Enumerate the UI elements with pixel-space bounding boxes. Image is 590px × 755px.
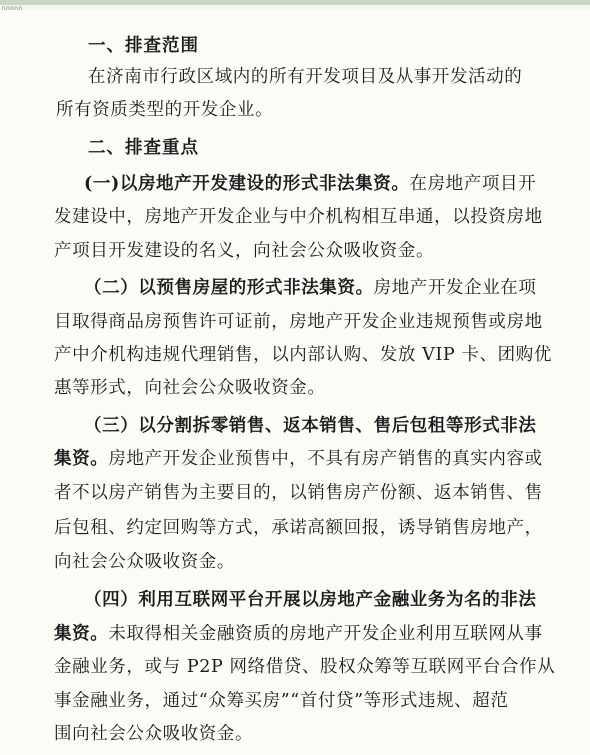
paragraph-line [54,447,543,471]
paragraph-text: 者不以房产销售为主要目的，以销售房产份额、返本销售、售 [54,483,543,503]
paragraph-line [88,65,522,89]
paragraph-line [54,343,552,367]
paragraph-text: 所有资质类型的开发企业。 [56,100,274,120]
section-heading: 二、排查重点 [88,138,199,158]
paragraph-line [54,481,543,505]
paragraph-line [84,588,537,612]
paragraph-text: 金融业务，或与 P2P 网络借贷、股权众筹等互联网平台合作从 [54,657,556,677]
paragraph-line [54,722,253,746]
paragraph-text: 向社会公众吸收资金。 [54,552,235,572]
paragraph-text: 房地产开发企业预售中，不具有房产销售的真实内容或 [108,449,543,469]
paragraph-text: 惠等形式，向社会公众吸收资金。 [54,378,326,398]
paragraph-bold-lead: 集资。 [54,624,109,644]
paragraph-text: 产项目开发建设的名义，向社会公众吸收资金。 [54,241,435,261]
paragraph-line [84,172,536,196]
paragraph-line [54,622,543,646]
paragraph-line [54,689,508,713]
paragraph-bold-lead: （三）以分割拆零销售、返本销售、售后包租等形式非法 [84,416,537,436]
paragraph-text: 在房地产项目开 [409,174,537,194]
paragraph-bold-lead: 集资。 [54,449,109,469]
paragraph-text: 事金融业务，通过“众筹买房”“首付贷”等形式违规、超范 [54,691,509,711]
paragraph-text: 产中介机构违规代理销售，以内部认购、发放 VIP 卡、团购优 [54,345,552,365]
paragraph-text: 发建设中，房地产开发企业与中介机构相互串通，以投资房地 [54,207,543,227]
paragraph-bold-lead: (一)以房地产开发建设的形式非法集资。 [84,174,410,194]
paragraph-text: 在济南市行政区域内的所有开发项目及从事开发活动的 [88,67,523,87]
paragraph-bold-lead: （二）以预售房屋的形式非法集资。 [84,278,374,298]
section-heading: 一、排查范围 [88,36,199,56]
paragraph-line [54,516,543,540]
paragraph-text: 目取得商品房预售许可证前，房地产开发企业违规预售或房地 [54,312,543,332]
paragraph-line [54,376,326,400]
paragraph-line [54,550,235,574]
paragraph-text: 后包租、约定回购等方式，承诺高额回报，诱导销售房地产， [54,518,543,538]
document-page [0,10,590,755]
paragraph-line [54,239,434,263]
paragraph-line [54,310,543,334]
top-bar [0,0,590,5]
paragraph-text: 围向社会公众吸收资金。 [54,724,254,744]
paragraph-text: 未取得相关金融资质的房地产开发企业利用互联网从事 [108,624,543,644]
paragraph-line [84,276,537,300]
paragraph-text: 房地产开发企业在项 [373,278,537,298]
paragraph-line [54,205,543,229]
paragraph-bold-lead: （四）利用互联网平台开展以房地产金融业务为名的非法 [84,590,537,610]
paragraph-line [56,98,273,122]
paragraph-line [84,414,537,438]
paragraph-line [54,655,555,679]
